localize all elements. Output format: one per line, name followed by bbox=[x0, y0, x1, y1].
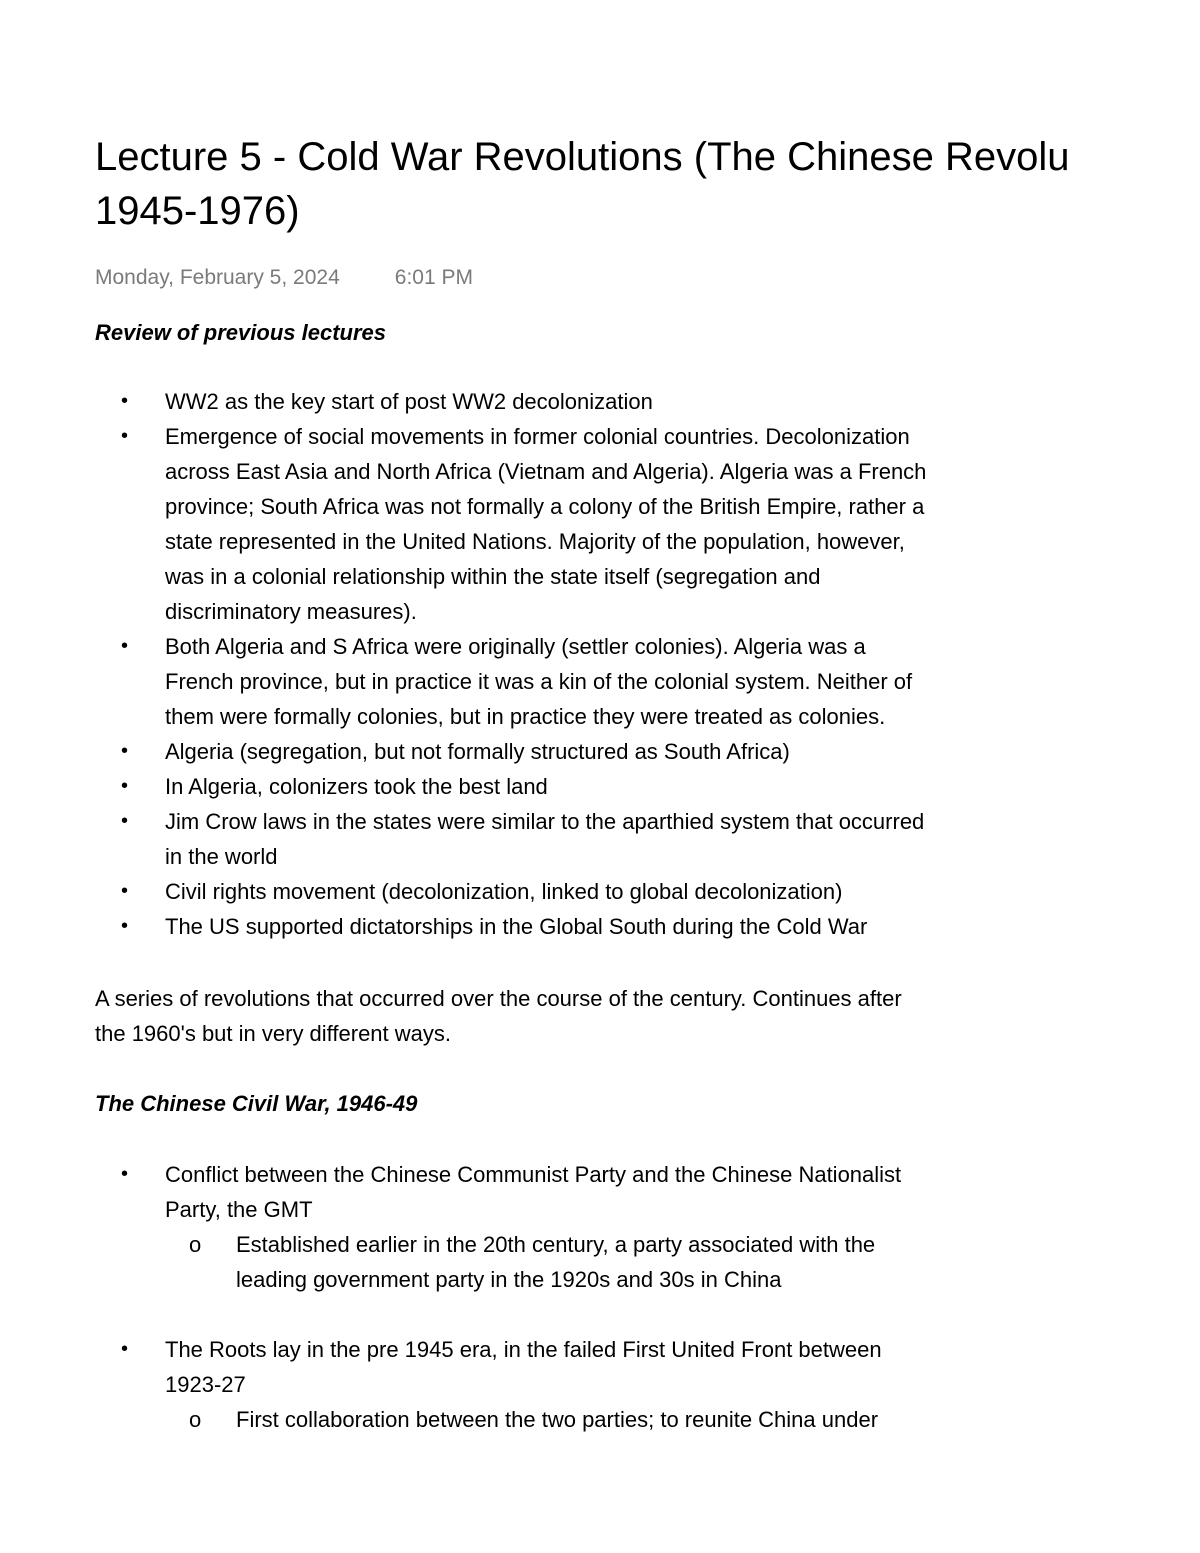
note-date: Monday, February 5, 2024 bbox=[95, 266, 340, 289]
bullet-icon: • bbox=[121, 1163, 129, 1185]
list-item: • The Roots lay in the pre 1945 era, in the failed First United Front between 1923-27 bbox=[0, 1332, 1200, 1402]
page-title-line-1: Lecture 5 - Cold War Revolutions (The Chinese Revolu bbox=[95, 135, 1070, 179]
bullet-icon: • bbox=[121, 425, 129, 447]
sub-bullet-icon: o bbox=[189, 1407, 202, 1432]
bullet-icon: • bbox=[121, 635, 129, 657]
list-spacer bbox=[0, 1297, 1200, 1332]
sub-bullet-icon: o bbox=[189, 1232, 202, 1257]
note-timestamp bbox=[95, 263, 473, 293]
page-title-line-2: 1945-1976) bbox=[95, 189, 300, 233]
sub-list-item: o Established earlier in the 20th century, a party associated with the leading government party in the 1920s and 30s in China bbox=[0, 1227, 1200, 1297]
list-item: • Civil rights movement (decolonization, linked to global decolonization) bbox=[0, 874, 1200, 909]
list-item: • In Algeria, colonizers took the best land bbox=[0, 769, 1200, 804]
list-item: • Both Algeria and S Africa were originally (settler colonies). Algeria was a French province, but in practice it was a kin of the colonial system. Neither of them were formally colonies, but in practice they were treated as colonies. bbox=[0, 629, 1200, 734]
list-item: • Conflict between the Chinese Communist Party and the Chinese Nationalist Party, the GMT bbox=[0, 1157, 1200, 1227]
note-time: 6:01 PM bbox=[394, 266, 473, 289]
bullet-icon: • bbox=[121, 880, 129, 902]
list-item: • Jim Crow laws in the states were similar to the aparthied system that occurred in the world bbox=[0, 804, 1200, 874]
page-title bbox=[95, 130, 1070, 238]
bullet-icon: • bbox=[121, 775, 129, 797]
review-bullet-list bbox=[0, 384, 1200, 944]
sub-list-item: o First collaboration between the two parties; to reunite China under bbox=[0, 1402, 1200, 1437]
summary-paragraph: A series of revolutions that occurred over the course of the century. Continues after the 1960's but in very different ways. bbox=[95, 986, 902, 1046]
section-heading-review: Review of previous lectures bbox=[95, 320, 386, 345]
list-item: • Algeria (segregation, but not formally structured as South Africa) bbox=[0, 734, 1200, 769]
list-item: • Emergence of social movements in former colonial countries. Decolonization across East Asia and North Africa (Vietnam and Algeria). Algeria was a French province; South Africa was not formally a colony of the British Empire, rather a state represented in the United Nations. Majority of the population, however, was in a colonial relationship within the state itself (segregation and discriminatory measures). bbox=[0, 419, 1200, 629]
bullet-icon: • bbox=[121, 810, 129, 832]
list-item: • WW2 as the key start of post WW2 decolonization bbox=[0, 384, 1200, 419]
bullet-icon: • bbox=[121, 915, 129, 937]
bullet-icon: • bbox=[121, 390, 129, 412]
bullet-icon: • bbox=[121, 1338, 129, 1360]
list-item: • The US supported dictatorships in the Global South during the Cold War bbox=[0, 909, 1200, 944]
bullet-icon: • bbox=[121, 740, 129, 762]
section-heading-civil-war: The Chinese Civil War, 1946-49 bbox=[95, 1091, 418, 1116]
civil-war-bullet-list bbox=[0, 1157, 1200, 1437]
